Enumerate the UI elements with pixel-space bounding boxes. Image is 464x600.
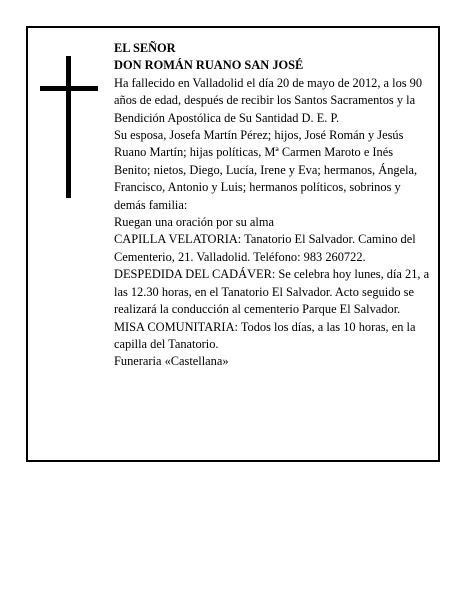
funeral-home: Funeraria «Castellana»: [114, 354, 229, 369]
wake-chapel-info: CAPILLA VELATORIA: Tanatorio El Salvador. Camino del Cementerio, 21. Valladolid. Teléfono: 983 260722.: [114, 232, 416, 264]
cross-icon: [40, 56, 98, 198]
prayer-request: Ruegan una oración por su alma: [114, 215, 274, 230]
family-list: Su esposa, Josefa Martín Pérez; hijos, José Román y Jesús Ruano Martín; hijas políticas, Mª Carmen Maroto e Inés Benito; nietos, Diego, Lucía, Irene y Eva; hermanos, Ángela, Francisco, Antonio y Luis; hermanos políticos, sobrinos y demás familia:: [114, 128, 418, 212]
death-announcement: Ha fallecido en Valladolid el día 20 de mayo de 2012, a los 90 años de edad, después de recibir los Santos Sacramentos y la Bendición Apostólica de Su Santidad D. E. P.: [114, 75, 423, 125]
deceased-name: DON ROMÁN RUANO SAN JOSÉ: [114, 58, 304, 73]
notice-title-line-1: EL SEÑOR: [114, 41, 176, 55]
community-mass-info: MISA COMUNITARIA: Todos los días, a las 10 horas, en la capilla del Tanatorio.: [114, 319, 416, 351]
cross-vertical-bar: [66, 56, 71, 198]
farewell-info: DESPEDIDA DEL CADÁVER: Se celebra hoy lunes, día 21, a las 12.30 horas, en el Tanatorio El Salvador. Acto seguido se realizará la conducción al cementerio Parque El Salvador.: [114, 267, 430, 317]
cross-horizontal-bar: [40, 86, 98, 91]
obituary-notice: [26, 26, 440, 462]
notice-body: [114, 40, 432, 371]
